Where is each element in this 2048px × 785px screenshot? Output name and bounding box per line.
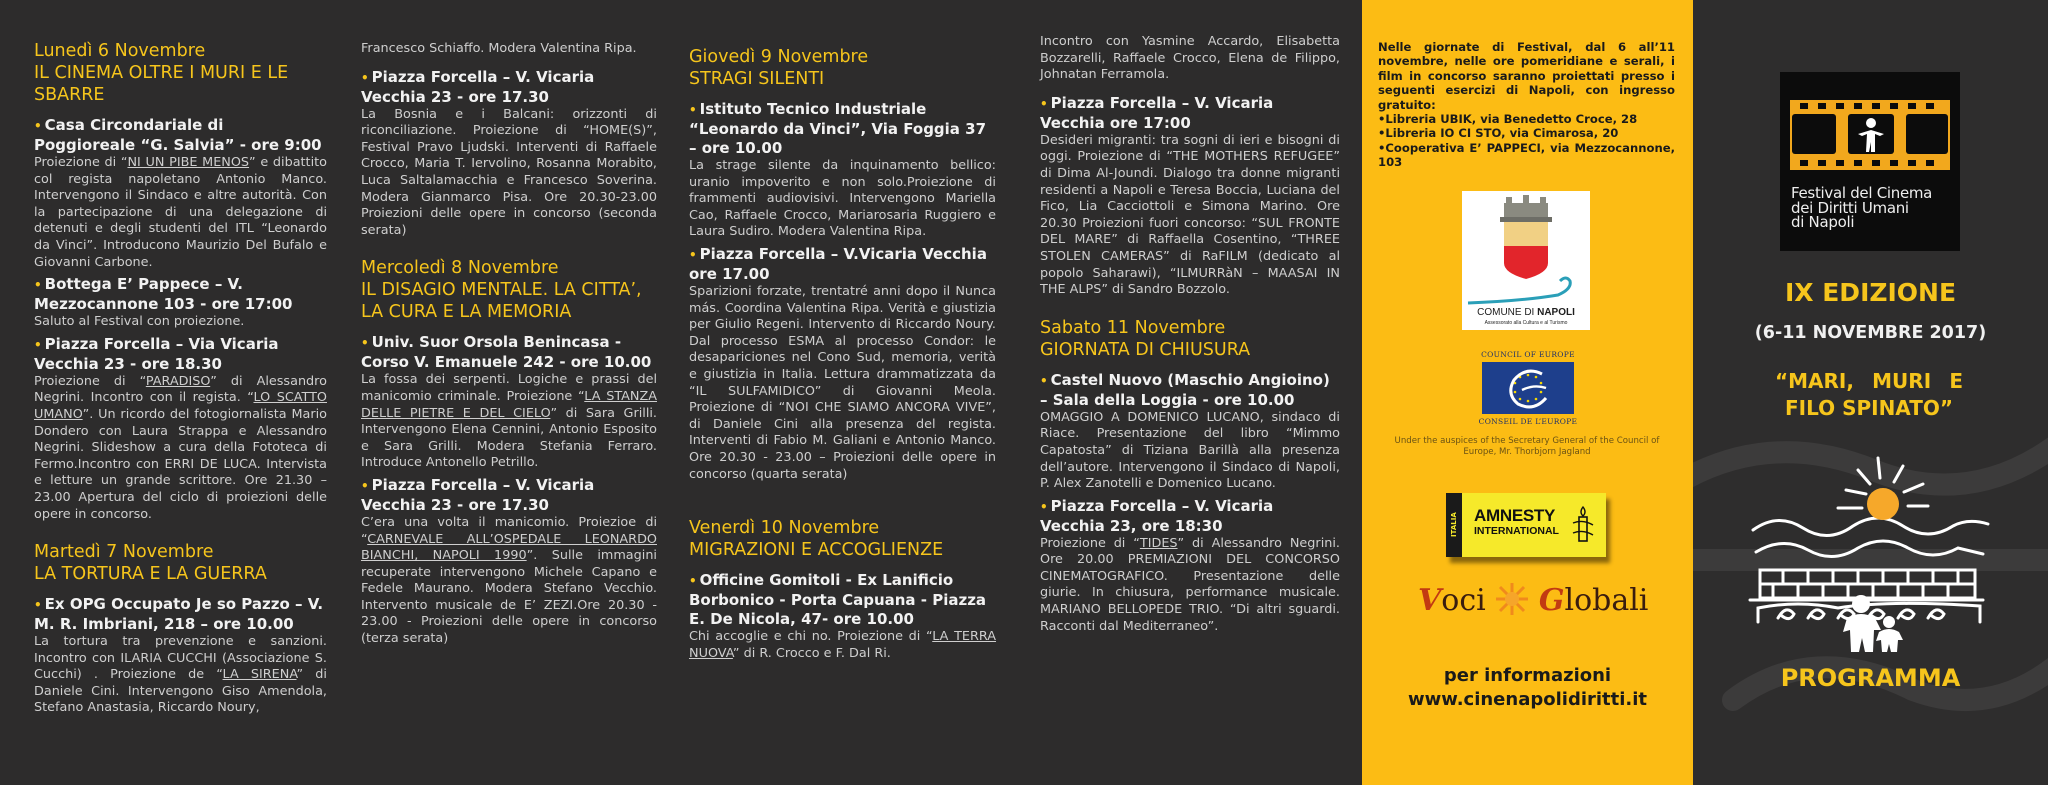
bullet-icon: • (689, 247, 697, 262)
venue-text: Ex OPG Occupato Je so Pazzo – V. M. R. Imbriani, 218 – ore 10.00 (34, 595, 324, 634)
description-text: ”. Sulle immagini recuperate intervengono Michele Capano e Fedele Maurano. Modera Stefano Vecchio. Intervento musicale de E’ ZEZI.Ore 20.30 - 23.00 - Proiezioni delle opere in concorso (terza serata) (361, 548, 657, 647)
screening-venue: •Libreria UBIK, via Benedetto Croce, 28 (1378, 112, 1638, 127)
event-venue (689, 100, 996, 158)
event-venue (361, 333, 657, 372)
edition-title: IX EDIZIONE (1784, 278, 1957, 307)
event-description (34, 155, 327, 271)
film-title: LO SCATTO UMANO (34, 390, 327, 422)
sun-icon (1495, 582, 1529, 616)
bullet-icon: • (34, 119, 42, 133)
film-title: LA STANZA DELLE PIETRE E DEL CIELO (361, 388, 657, 421)
program-column-1 (0, 0, 345, 785)
film-title: LA SIRENA (222, 667, 297, 683)
festival-dates: (6-11 NOVEMBRE 2017) (1754, 323, 1987, 343)
bullet-icon: • (1040, 96, 1048, 111)
event-venue (34, 595, 327, 634)
venue-text: Piazza Forcella – V. Vicaria Vecchia 23 - ore 17.30 (361, 475, 595, 514)
program-column-4 (1020, 0, 1362, 785)
venue-text: Piazza Forcella – V. Vicaria Vecchia ore 17:00 (1040, 93, 1274, 132)
description-text: OMAGGIO A DOMENICO LUCANO, sindaco di Riace. Presentazione del libro “Mimmo Capatosta” di Tiziana Barillà alla presenza dell’autore. Intervengono il Sindaco di Napoli, P. Alex Zanotelli e Domenico Lucano. (1040, 409, 1340, 492)
film-title: TIDES (1139, 535, 1178, 551)
film-title: CARNEVALE ALL’OSPEDALE LEONARDO BIANCHI, NAPOLI 1990 (361, 531, 657, 564)
description-text: Proiezione di “ (1040, 535, 1140, 551)
screening-venue: •Cooperativa E’ PAPPECI, via Mezzocannone, 103 (1378, 140, 1675, 170)
day-title: Sabato 11 Novembre (1040, 317, 1226, 338)
event-venue (1040, 497, 1340, 536)
film-title: PARADISO (145, 373, 211, 389)
day-theme: IL CINEMA OLTRE I MURI E LE SBARRE (34, 63, 289, 105)
event-description (361, 515, 657, 648)
venue-text: Istituto Tecnico Industriale “Leonardo da Vinci”, Via Foggia 37 – ore 10.00 (689, 100, 987, 157)
day-title: Giovedì 9 Novembre (689, 47, 869, 67)
comune-di-napoli-logo (1462, 191, 1590, 330)
continued-description: Incontro con Yasmine Accardo, Elisabetta Bozzarelli, Raffaele Crocco, Elena de Filippo, Johnatan Ferramola. (1040, 34, 1340, 83)
info-panel (1362, 0, 1693, 785)
day-theme: STRAGI SILENTI (689, 69, 825, 89)
description-text: La strage silente da inquinamento bellico: uranio impoverito e non solo.Proiezione di frammenti audiovisivi. Intervengono Mariella Cao, Raffaele Crocco, Mariarosaria Ruggiero e Laura Sudiro. Modera Valentina Ripa. (689, 158, 996, 240)
svg-text:COMUNE DI NAPOLI: COMUNE DI NAPOLI (1477, 307, 1575, 318)
event-description (1040, 410, 1340, 493)
continued-description: Francesco Schiaffo. Modera Valentina Ripa. (361, 41, 637, 56)
day-theme: MIGRAZIONI E ACCOGLIENZE (689, 540, 944, 561)
website-link[interactable]: www.cinenapolidiritti.it (1407, 689, 1648, 710)
event-venue (34, 275, 327, 314)
day-title: Venerdì 10 Novembre (689, 518, 880, 539)
bullet-icon: • (1040, 499, 1048, 514)
event-venue (1040, 94, 1340, 133)
bullet-icon: • (361, 336, 369, 351)
description-text: ” e dibattito col regista napoletano Antonio Manco. Intervengono il Sindaco e altre autorità. Con la partecipazione di una delegazione di detenuti e degli studenti del ITL “Leonardo da Vinci”. Introducono Maurizio Del Bufalo e Giovanni Carbone. (34, 155, 327, 270)
description-text: ” di Daniele Cini. Intervengono Giso Amendola, Stefano Anastasia, Riccardo Noury, (34, 667, 327, 716)
program-column-2 (345, 0, 675, 785)
day-title: Mercoledì 8 Novembre (361, 258, 559, 279)
bullet-icon: • (689, 574, 697, 589)
bullet-icon: • (34, 337, 42, 352)
event-description (361, 372, 657, 472)
amnesty-subname: INTERNATIONAL (1474, 525, 1559, 537)
description-text: Sparizioni forzate, trentatré anni dopo il Nunca más. Coordina Valentina Ripa. Verità e giustizia per Giulio Regeni. Intervento di Riccardo Noury. Dal processo ESMA al processo Condor: le desapariciones nel Cono Sud, memoria, verità e giustizia in Italia. Lettura drammatizzata da “IL SULFAMIDICO” di Giovanni Meola. Proiezione di “NOI CHE SIAMO ANCORA VIVE”, di Daniele Cini alla presenza del regista. Interventi di Fabio M. Galiani e Antonio Manco. Ore 20.30 - 23.00 – Proiezioni delle opere in concorso (quarta serata) (689, 283, 996, 482)
candle-icon (1570, 505, 1596, 545)
venue-text: Casa Circondariale di Poggioreale “G. Salvia” - ore 9:00 (34, 116, 322, 154)
event-venue (689, 245, 996, 284)
festival-theme: “MARI, MURI E FILO SPINATO” (1775, 369, 1963, 420)
screening-venues (1378, 112, 1675, 170)
amnesty-country: ITALIA (1446, 493, 1462, 557)
coe-label-fr: CONSEIL DE L’EUROPE (1478, 417, 1578, 426)
description-text: ” di Alessandro Negrini. Incontro con il regista. “ (34, 373, 327, 406)
program-column-3 (675, 0, 1020, 785)
venue-text: Piazza Forcella – Via Vicaria Vecchia 23 - ore 18.30 (34, 334, 279, 373)
venue-text: Piazza Forcella – V. Vicaria Vecchia 23, ore 18:30 (1040, 496, 1274, 535)
event-venue (34, 116, 327, 155)
event-description (1040, 536, 1340, 636)
bullet-icon: • (34, 278, 42, 293)
voci-globali-logo: Voci Globali (1418, 583, 1649, 618)
screening-venue: •Libreria IO CI STO, via Cimarosa, 20 (1378, 126, 1619, 141)
festival-logo (1780, 72, 1960, 251)
screening-info (1378, 40, 1675, 170)
description-text: Desideri migranti: tra sogni di ieri e bisogni di oggi. Proiezione di “THE MOTHERS REFUGEE” di Dima Al-Joundi. Dialogo tra donne migranti residenti a Napoli e Teresa Boccia, Luciana del Fico, Lia Cacciottoli e Simona Marino. Ore 20.30 Proiezioni fuori concorso: “SUL FRONTE DEL MARE” di Raffaella Cosentino, “THREE STOLEN CAMERAS” di RaFILM (dedicato al popolo Saharawi), “ILMURRàN – MAASAI IN THE ALPS” di Sandro Bozzolo. (1040, 132, 1340, 298)
bullet-icon: • (361, 70, 369, 85)
coe-flag-icon (1482, 362, 1574, 414)
council-of-europe-logo (1458, 350, 1598, 426)
event-description (1040, 133, 1340, 299)
cover-panel (1693, 0, 2048, 785)
description-text: C’era una volta il manicomio. Proiezioe di “ (361, 514, 657, 547)
description-text: La Bosnia e i Balcani: orizzonti di riconciliazione. Proiezione di “HOME(S)”, Festival Pravo Ljudski. Interventi di Raffaele Crocco, Maria T. Iervolino, Rosanna Morabito, Luca Saltalamacchia e Francesco Soverina. Modera Gianmarco Pisa. Ore 20.30-23.00 Proiezioni delle opere in concorso (seconda serata) (361, 106, 657, 238)
contact-label: per informazioni (1443, 665, 1612, 686)
venue-text: Bottega E’ Pappece – V. Mezzocannone 103 - ore 17:00 (34, 275, 293, 314)
event-venue (34, 335, 327, 374)
napoli-crest-icon (1462, 191, 1590, 330)
day-title: Lunedì 6 Novembre (34, 41, 206, 61)
venue-text: Officine Gomitoli - Ex Lanificio Borbonico - Porta Capuana - Piazza E. De Nicola, 47- ore 10.00 (689, 571, 987, 629)
day-title: Martedì 7 Novembre (34, 542, 214, 563)
description-text: ”. Un ricordo del fotogiornalista Mario Dondero con Laura Strappa e Alessandro Negrini. Slideshow a cura della Fototeca di Fermo.Incontro con ERRI DE LUCA. Intervista e letture un grande scrittore. Ore 21.30 – 23.00 Apertura del ciclo di proiezioni delle opere in concorso. (34, 406, 327, 522)
screening-intro: Nelle giornate di Festival, dal 6 all’11 novembre, nelle ore pomeridiane e serali, i film in concorso saranno proiettati presso i seguenti esercizi di Napoli, con ingresso gratuito: (1378, 40, 1675, 112)
contact-info (1362, 664, 1693, 712)
description-text: Chi accoglie e chi no. Proiezione di “ (689, 629, 933, 645)
description-text: ” di Sara Grilli. Intervengono Elena Cennini, Antonio Esposito e Sara Grilli. Modera Stefania Ferraro. Introduce Antonello Petrillo. (361, 405, 658, 471)
event-description (34, 314, 327, 331)
event-description (689, 629, 996, 662)
event-description (689, 158, 996, 241)
event-venue (361, 476, 657, 515)
festival-logo-text: Festival del Cinema dei Diritti Umani di Napoli (1791, 184, 1933, 231)
day-theme: IL DISAGIO MENTALE. LA CITTA’, LA CURA E LA MEMORIA (361, 280, 642, 323)
event-description (34, 374, 327, 523)
amnesty-name: AMNESTY (1474, 506, 1556, 525)
auspices-note: Under the auspices of the Secretary General of the Council of Europe, Mr. Thorbjorn Jagland (1394, 436, 1660, 457)
description-text: ” di Alessandro Negrini. Ore 20.00 PREMIAZIONI DEL CONCORSO CINEMATOGRAFICO. Presentazione delle giurie. In chiusura, performance musicale. MARIANO BELLOPEDE TRIO. “Di altri sguardi. Racconti dal Mediterraneo”. (1040, 535, 1340, 634)
parent-child-icon (1841, 594, 1911, 654)
venue-text: Univ. Suor Orsola Benincasa - Corso V. Emanuele 242 - ore 10.00 (361, 333, 652, 372)
amnesty-international-logo (1446, 493, 1606, 557)
bullet-icon: • (1040, 373, 1048, 388)
event-venue (1040, 371, 1340, 410)
event-venue (361, 68, 657, 107)
day-theme: GIORNATA DI CHIUSURA (1040, 339, 1251, 360)
film-title: LA TERRA NUOVA (689, 629, 997, 661)
venue-text: Piazza Forcella – V. Vicaria Vecchia 23 - ore 17.30 (361, 67, 595, 106)
coe-label-en: COUNCIL OF EUROPE (1481, 350, 1575, 359)
description-text: Saluto al Festival con proiezione. (34, 314, 245, 330)
description-text: La tortura tra prevenzione e sanzioni. Incontro con ILARIA CUCCHI (Associazione S. Cucchi) . Proiezione de “ (34, 634, 327, 683)
bullet-icon: • (34, 598, 42, 613)
description-text: ” di R. Crocco e F. Dal Ri. (732, 645, 891, 661)
program-title: PROGRAMMA (1780, 664, 1961, 692)
venue-text: Castel Nuovo (Maschio Angioino) – Sala della Loggia - ore 10.00 (1040, 370, 1330, 409)
film-title: NI UN PIBE MENOS (127, 155, 250, 170)
event-description (34, 634, 327, 717)
description-text: La fossa dei serpenti. Logiche e prassi del manicomio criminale. Proiezione “ (361, 372, 657, 404)
description-text: Proiezione di “ (34, 155, 128, 170)
bullet-icon: • (361, 478, 369, 493)
film-strip-icon (1780, 72, 1960, 182)
event-venue (689, 571, 996, 629)
description-text: Proiezione di “ (34, 373, 146, 389)
bullet-icon: • (689, 103, 697, 117)
venue-text: Piazza Forcella – V.Vicaria Vecchia ore 17.00 (689, 244, 987, 283)
day-theme: LA TORTURA E LA GUERRA (34, 564, 267, 585)
svg-text:Assessorato alla Cultura e al: Assessorato alla Cultura e al Turismo (1484, 320, 1568, 326)
event-description (361, 107, 657, 240)
event-description (689, 284, 996, 483)
